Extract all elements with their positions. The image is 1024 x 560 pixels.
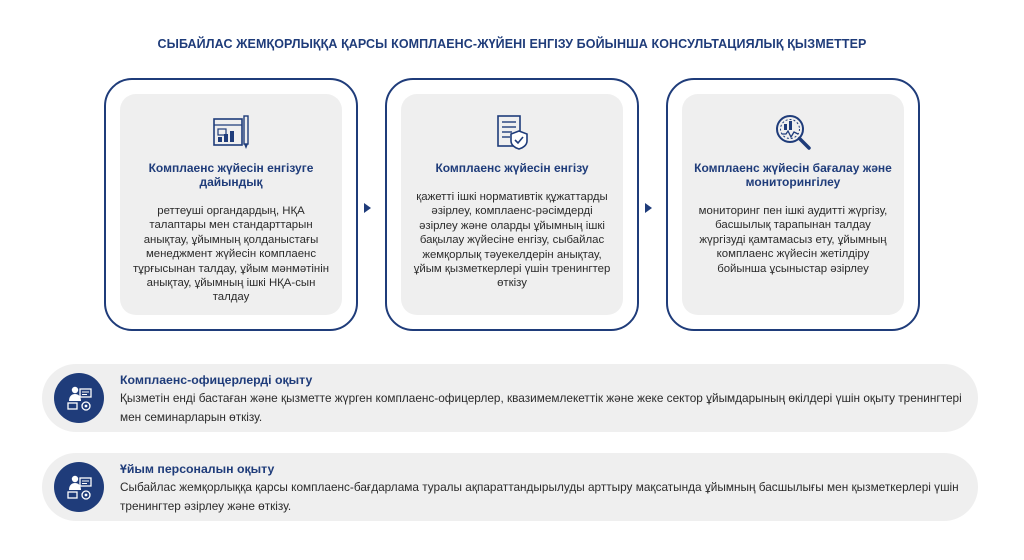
card-description: реттеуші органдардың, НҚА талаптары мен стандарттарын анықтау, ұйымның қолданыстағы менеджмент жүйесін комплаенс тұрғысынан талдау, ұйым мәнмәтінін анықтау, ұйымның ішкі НҚА-сын талдау: [132, 205, 330, 304]
trainer-icon: [54, 462, 104, 512]
card-heading: Комплаенс жүйесін енгізу: [435, 161, 589, 175]
training-compliance-officers: [42, 364, 978, 432]
card-implementation: [385, 78, 639, 331]
card-heading: Комплаенс жүйесін енгізуге дайындық: [148, 161, 314, 189]
training-organization-staff: [42, 453, 978, 521]
card-description: мониторинг пен ішкі аудитті жүргізу, басшылық тарапынан талдау жүргізуді қамтамасыз ету, ұйымның комплаенс жүйесін жетілдіру бойынша ұсыныстар әзірлеу: [698, 205, 888, 275]
card-panel: [682, 94, 904, 315]
page-title: СЫБАЙЛАС ЖЕМҚОРЛЫҚҚА ҚАРСЫ КОМПЛАЕНС-ЖҮЙЕНІ ЕНГІЗУ БОЙЫНША КОНСУЛЬТАЦИЯЛЫҚ ҚЫЗМЕТТЕР: [157, 37, 867, 51]
training-title: Комплаенс-офицерлерді оқыту: [120, 373, 313, 387]
training-title: Ұйым персоналын оқыту: [120, 462, 275, 476]
card-preparation: [104, 78, 358, 331]
document-shield-icon: [490, 110, 534, 154]
blueprint-icon: [209, 110, 253, 154]
card-description: қажетті ішкі нормативтік құжаттарды әзірлеу, комплаенс-рәсімдерді әзірлеу және оларды ұйымның ішкі бақылау жүйесіне енгізу, сыбайлас жемқорлық тәуекелдерін анықтау, ұйым қызметкерлері үшін тренингтер өткізу: [413, 191, 611, 290]
card-heading: Комплаенс жүйесін бағалау және мониторингілеу: [694, 161, 892, 189]
training-description: Қызметін енді бастаған және қызметте жүрген комплаенс-офицерлер, квазимемлекеттік және жеке сектор ұйымдарының өкілдері үшін оқыту тренингтері мен семинарларын өткізу.: [120, 391, 962, 424]
training-description: Сыбайлас жемқорлыққа қарсы комплаенс-бағдарлама туралы ақпараттандырылуды арттыру мақсатында ұйымның басшылығы мен қызметкерлері үшін тренингтер әзірлеу және өткізу.: [120, 480, 959, 513]
trainer-icon: [54, 373, 104, 423]
chevron-right-icon: [645, 203, 652, 213]
card-panel: [120, 94, 342, 315]
chevron-right-icon: [364, 203, 371, 213]
magnifier-chart-icon: [771, 110, 815, 154]
card-panel: [401, 94, 623, 315]
card-evaluation: [666, 78, 920, 331]
